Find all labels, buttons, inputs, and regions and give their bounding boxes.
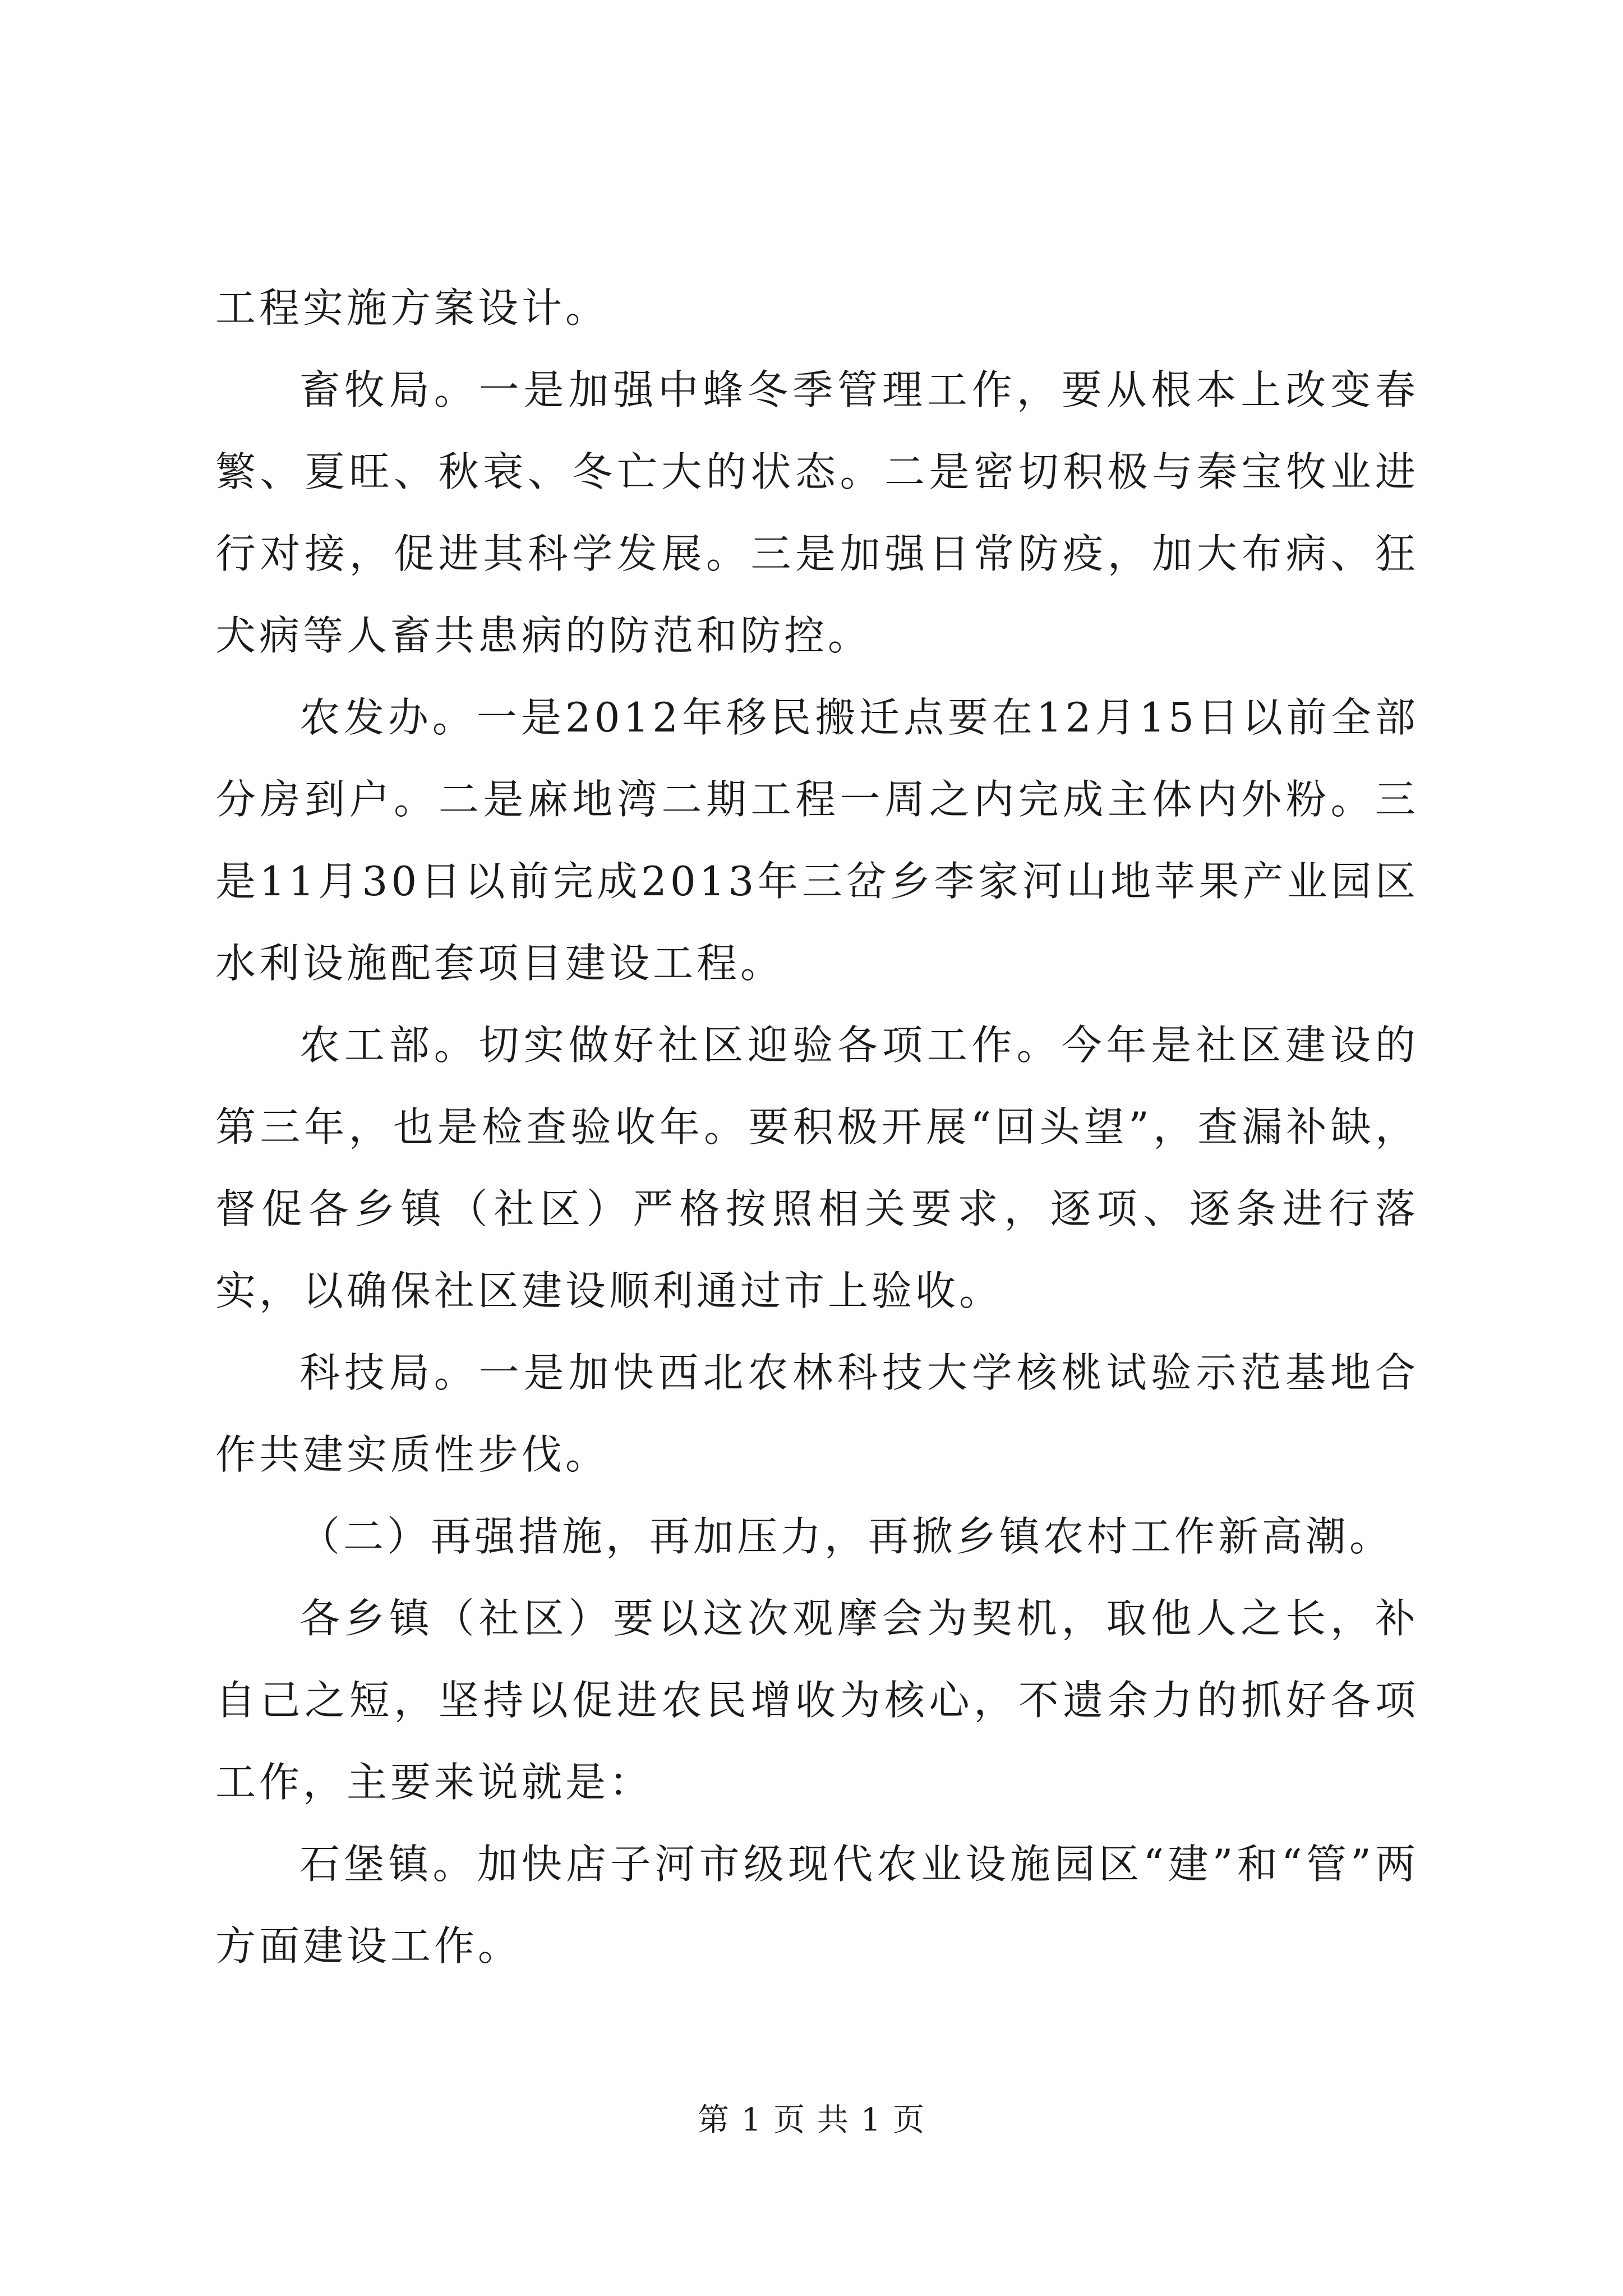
- paragraph-township-intro: 各乡镇（社区）要以这次观摩会为契机，取他人之长，补自己之短，坚持以促进农民增收为核心，不遗余力的抓好各项工作，主要来说就是：: [215, 1595, 1419, 1806]
- paragraph-science-technology-bureau: 科技局。一是加快西北农林科技大学核桃试验示范基地合作共建实质性步伐。: [215, 1349, 1419, 1478]
- paragraph-continuation: 工程实施方案设计。: [215, 284, 610, 332]
- paragraph-rural-work-department: 农工部。切实做好社区迎验各项工作。今年是社区建设的第三年，也是检查验收年。要积极开展“回头望”，查漏补缺，督促各乡镇（社区）严格按照相关要求，逐项、逐条进行落实，以确保社区建设顺利通过市上验收。: [215, 1022, 1419, 1314]
- paragraph-animal-husbandry-bureau: 畜牧局。一是加强中蜂冬季管理工作，要从根本上改变春繁、夏旺、秋衰、冬亡大的状态。二是密切积极与秦宝牧业进行对接，促进其科学发展。三是加强日常防疫，加大布病、狂犬病等人畜共患病的防范和防控。: [215, 366, 1419, 659]
- section-heading-2: （二）再强措施，再加压力，再掀乡镇农村工作新高潮。: [299, 1513, 1394, 1560]
- document-body: [215, 267, 1419, 1987]
- page-number-footer: 第 1 页 共 1 页: [697, 2102, 926, 2138]
- paragraph-shibao-town: 石堡镇。加快店子河市级现代农业设施园区“建”和“管”两方面建设工作。: [215, 1841, 1419, 1970]
- paragraph-agricultural-development-office: 农发办。一是2012年移民搬迁点要在12月15日以前全部分房到户。二是麻地湾二期工程一周之内完成主体内外粉。三是11月30日以前完成2013年三岔乡李家河山地苹果产业园区水利设施配套项目建设工程。: [215, 694, 1419, 987]
